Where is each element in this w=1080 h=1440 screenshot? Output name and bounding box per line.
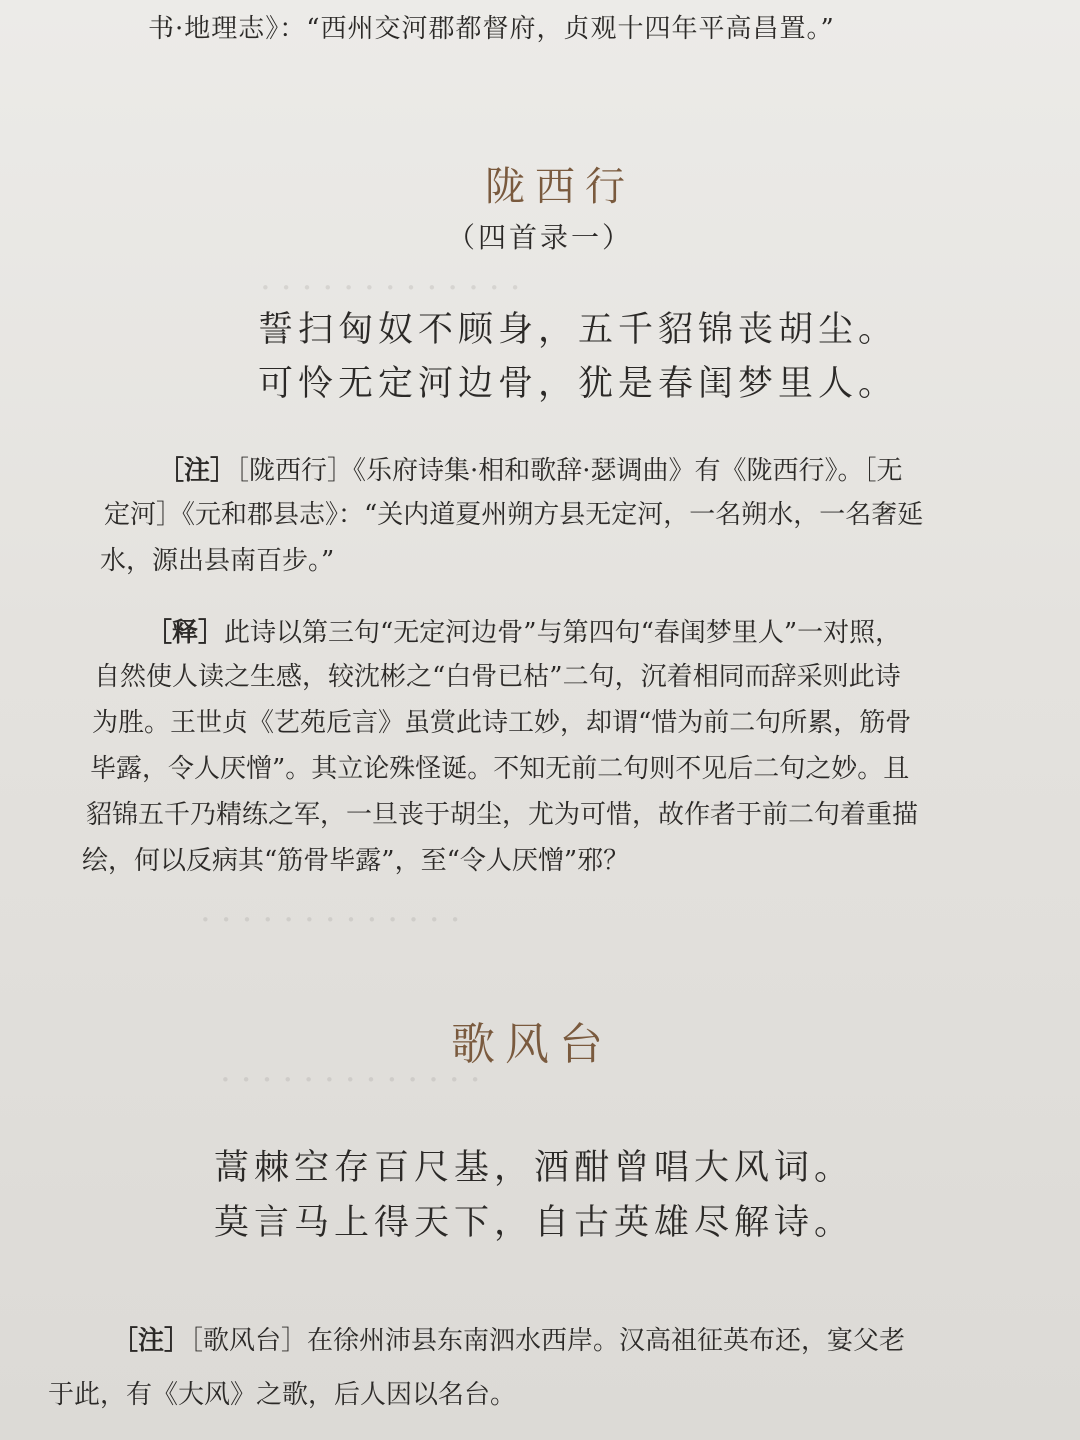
explain-line: 自然使人读之生感，较沈彬之“白骨已枯”二句，沉着相同而辞采则此诗 [94, 662, 901, 692]
poem-line-2: 可怜无定河边骨，犹是春闺梦里人。 [258, 364, 899, 404]
explain-label: ［释］ [146, 618, 225, 648]
notes-label: ［注］ [112, 1326, 191, 1356]
poem-line-4: 莫言马上得天下，自古英雄尽解诗。 [214, 1203, 855, 1243]
notes-line: 于此，有《大风》之歌，后人因以名台。 [48, 1380, 517, 1410]
bleed-through-text: ············· [200, 900, 471, 940]
poem-subtitle: （四首录一） [446, 221, 633, 254]
explain-line: 貂锦五千乃精练之军，一旦丧于胡尘，尤为可惜，故作者于前二句着重描 [86, 800, 919, 830]
explain-line: 毕露，令人厌憎”。其立论殊怪诞。不知无前二句则不见后二句之妙。且 [90, 754, 910, 784]
notes-text: ［陇西行］《乐府诗集·相和歌辞·瑟调曲》有《陇西行》。［无 [236, 456, 903, 486]
explain-line: 绘，何以反病其“筋骨毕露”，至“令人厌憎”邪？ [82, 846, 630, 876]
explain-line [146, 610, 901, 656]
notes-label: ［注］ [158, 456, 237, 486]
top-note-line: 书·地理志》：“西州交河郡都督府，贞观十四年平高昌置。” [148, 14, 835, 44]
explain-text: 此诗以第三句“无定河边骨”与第四句“春闺梦里人”一对照， [224, 618, 902, 648]
poem-line-1: 誓扫匈奴不顾身，五千貂锦丧胡尘。 [258, 310, 899, 350]
notes-text: ［歌风台］在徐州沛县东南泗水西岸。汉高祖征英布还，宴父老 [190, 1326, 906, 1356]
poem-title-longxixing: 陇西行 [485, 164, 635, 210]
poem-line-3: 蒿棘空存百尺基，酒酣曾唱大风词。 [214, 1148, 855, 1188]
bleed-through-text: ············· [260, 268, 531, 308]
notes-line [158, 448, 903, 494]
notes-line [112, 1318, 905, 1364]
bleed-through-text: ············· [220, 1060, 491, 1100]
explain-line: 为胜。王世贞《艺苑卮言》虽赏此诗工妙，却谓“惜为前二句所累，筋骨 [92, 708, 912, 738]
poem-title-gefengtai: 歌风台 [451, 1019, 613, 1070]
notes-line: 定河］《元和郡县志》：“关内道夏州朔方县无定河，一名朔水，一名奢延 [104, 500, 924, 530]
notes-line: 水，源出县南百步。” [100, 546, 335, 576]
